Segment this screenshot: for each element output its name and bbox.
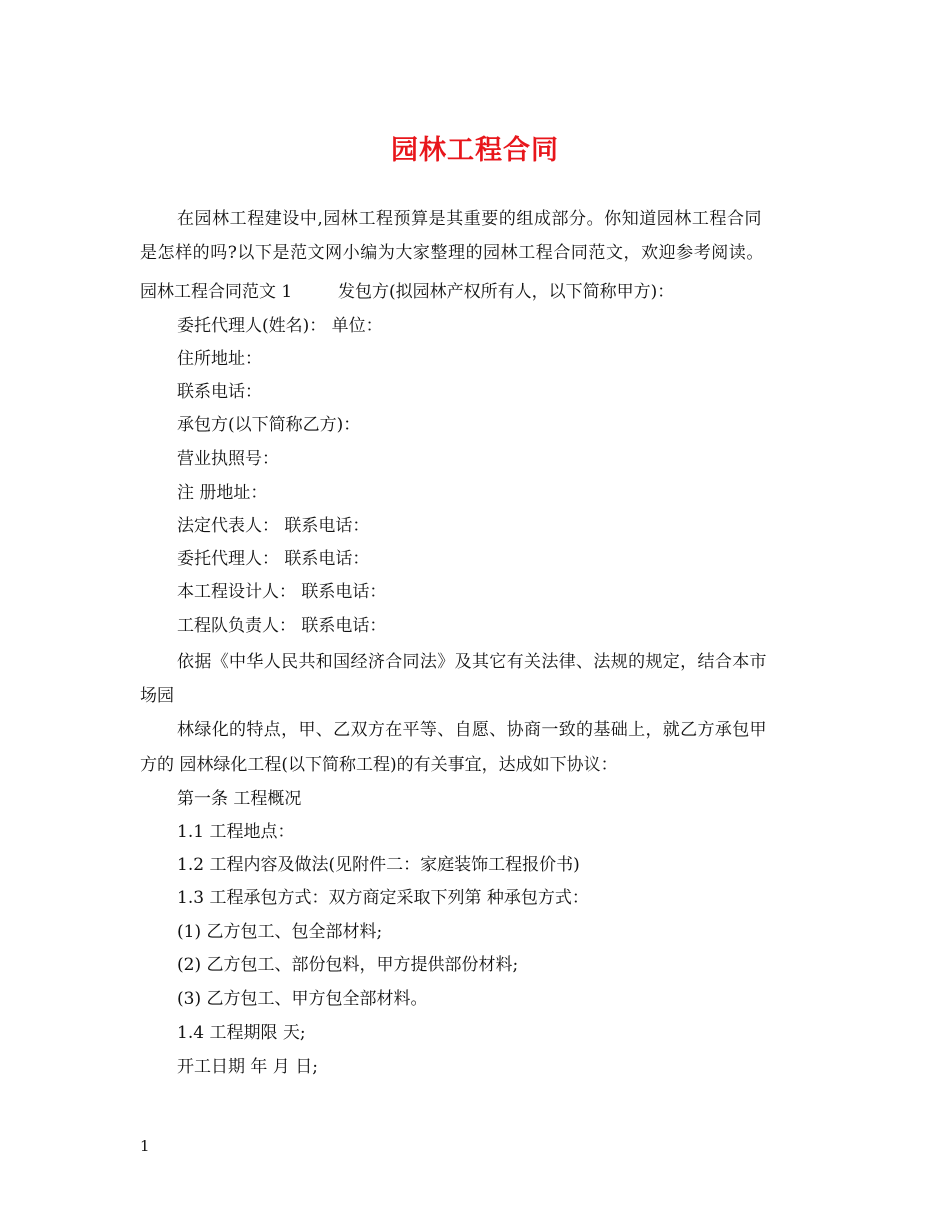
contract-line: 本工程设计人： 联系电话： — [177, 582, 387, 602]
contract-line: (1) 乙方包工、包全部材料; — [177, 922, 383, 942]
contract-line: 依据《中华人民共和国经济合同法》及其它有关法律、法规的规定，结合本市 — [177, 652, 767, 672]
contract-line: 承包方(以下简称乙方)： — [177, 415, 361, 435]
contract-line: 1.4 工程期限 天; — [177, 1023, 306, 1043]
section-heading: 第一条 工程概况 — [177, 789, 302, 809]
contract-line: 联系电话： — [177, 382, 262, 402]
contract-line: 工程队负责人： 联系电话： — [177, 616, 387, 636]
contract-line: 注 册地址： — [177, 483, 268, 503]
contract-line: 方的 园林绿化工程(以下简称工程)的有关事宜，达成如下协议： — [140, 755, 618, 775]
contract-line: 场园 — [140, 686, 174, 706]
contract-line: 营业执照号： — [177, 449, 279, 469]
contract-line: 林绿化的特点，甲、乙双方在平等、自愿、协商一致的基础上，就乙方承包甲 — [177, 720, 767, 740]
contract-line: 1.2 工程内容及做法(见附件二：家庭装饰工程报价书) — [177, 855, 580, 875]
contract-line: 1.3 工程承包方式：双方商定采取下列第 种承包方式： — [177, 888, 589, 908]
employer-line: 发包方(拟园林产权所有人，以下简称甲方)： — [338, 282, 675, 302]
contract-line: (3) 乙方包工、甲方包全部材料。 — [177, 989, 428, 1009]
contract-line: 1.1 工程地点： — [177, 822, 295, 842]
document-title: 园林工程合同 — [391, 135, 559, 166]
contract-line: 住所地址： — [177, 349, 262, 369]
sample-label: 园林工程合同范文 1 — [140, 282, 293, 302]
contract-line: 委托代理人(姓名)： 单位： — [177, 316, 383, 336]
contract-line: 委托代理人： 联系电话： — [177, 549, 370, 569]
contract-line: 开工日期 年 月 日; — [177, 1057, 318, 1077]
intro-paragraph-line-1: 在园林工程建设中,园林工程预算是其重要的组成部分。你知道园林工程合同 — [177, 209, 763, 229]
contract-line: (2) 乙方包工、部份包料，甲方提供部份材料; — [177, 955, 519, 975]
contract-line: 法定代表人： 联系电话： — [177, 516, 370, 536]
page-number: 1 — [140, 1137, 150, 1155]
intro-paragraph-line-2: 是怎样的吗?以下是范文网小编为大家整理的园林工程合同范文，欢迎参考阅读。 — [140, 243, 764, 263]
